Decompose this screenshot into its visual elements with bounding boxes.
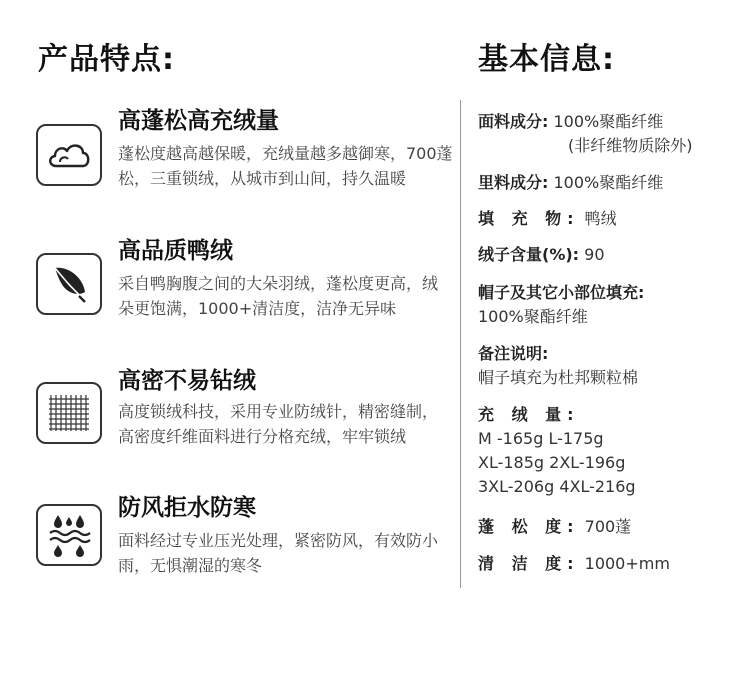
feature-description: 高度锁绒科技，采用专业防绒针，精密缝制，高密度纤维面料进行分格充绒，牢牢锁绒	[118, 402, 439, 446]
info-value: XL-185g 2XL-196g	[478, 453, 626, 472]
info-cleanliness	[478, 552, 670, 576]
info-label: 清 洁 度:	[478, 554, 580, 573]
info-label: 绒子含量(%):	[478, 245, 580, 264]
water-repellent-icon	[36, 504, 102, 566]
info-fill-amount	[478, 403, 636, 499]
info-fill-power	[478, 515, 631, 539]
info-label: 填 充 物:	[478, 209, 580, 228]
feature-description: 采自鸭胸腹之间的大朵羽绒，蓬松度更高，绒朵更饱满，1000+清洁度，洁净无异味	[118, 274, 439, 318]
info-value: 700蓬	[584, 517, 632, 536]
info-hood-filling	[478, 281, 644, 329]
feature-title: 高密不易钻绒	[118, 368, 256, 394]
info-down-content	[478, 243, 605, 267]
info-label: 面料成分:	[478, 112, 549, 131]
feature-description: 蓬松度越高越保暖，充绒量越多越御寒，700蓬松，三重锁绒，从城市到山间，持久温暖	[118, 144, 453, 188]
info-label: 里料成分:	[478, 173, 549, 192]
info-value: 100%聚酯纤维	[553, 173, 664, 192]
feature-title: 防风拒水防寒	[118, 495, 256, 521]
info-label: 蓬 松 度:	[478, 517, 580, 536]
fabric-weave-icon	[36, 382, 102, 444]
info-lining	[478, 171, 663, 195]
info-label: 充 绒 量:	[478, 405, 580, 424]
info-label: 备注说明:	[478, 344, 549, 363]
info-value: M -165g L-175g	[478, 429, 604, 448]
column-divider	[460, 100, 461, 588]
feather-icon	[36, 253, 102, 315]
feature-description: 面料经过专业压光处理，紧密防风，有效防小雨，无惧潮湿的寒冬	[118, 531, 439, 575]
info-value: 100%聚酯纤维	[553, 112, 664, 131]
info-label: 帽子及其它小部位填充:	[478, 283, 645, 302]
info-note: (非纤维物质除外)	[568, 136, 693, 155]
basic-info-heading: 基本信息:	[478, 42, 615, 77]
feature-title: 高品质鸭绒	[118, 238, 233, 264]
info-value: 1000+mm	[584, 554, 670, 573]
info-value: 3XL-206g 4XL-216g	[478, 477, 636, 496]
info-value: 90	[584, 245, 605, 264]
cloud-icon	[36, 124, 102, 186]
info-value: 100%聚酯纤维	[478, 307, 588, 326]
info-value: 帽子填充为杜邦颗粒棉	[478, 368, 639, 387]
feature-title: 高蓬松高充绒量	[118, 108, 279, 134]
info-fabric	[478, 110, 693, 158]
product-features-heading: 产品特点:	[38, 42, 175, 77]
info-value: 鸭绒	[584, 209, 617, 228]
info-remarks	[478, 342, 638, 390]
info-filling	[478, 207, 617, 231]
